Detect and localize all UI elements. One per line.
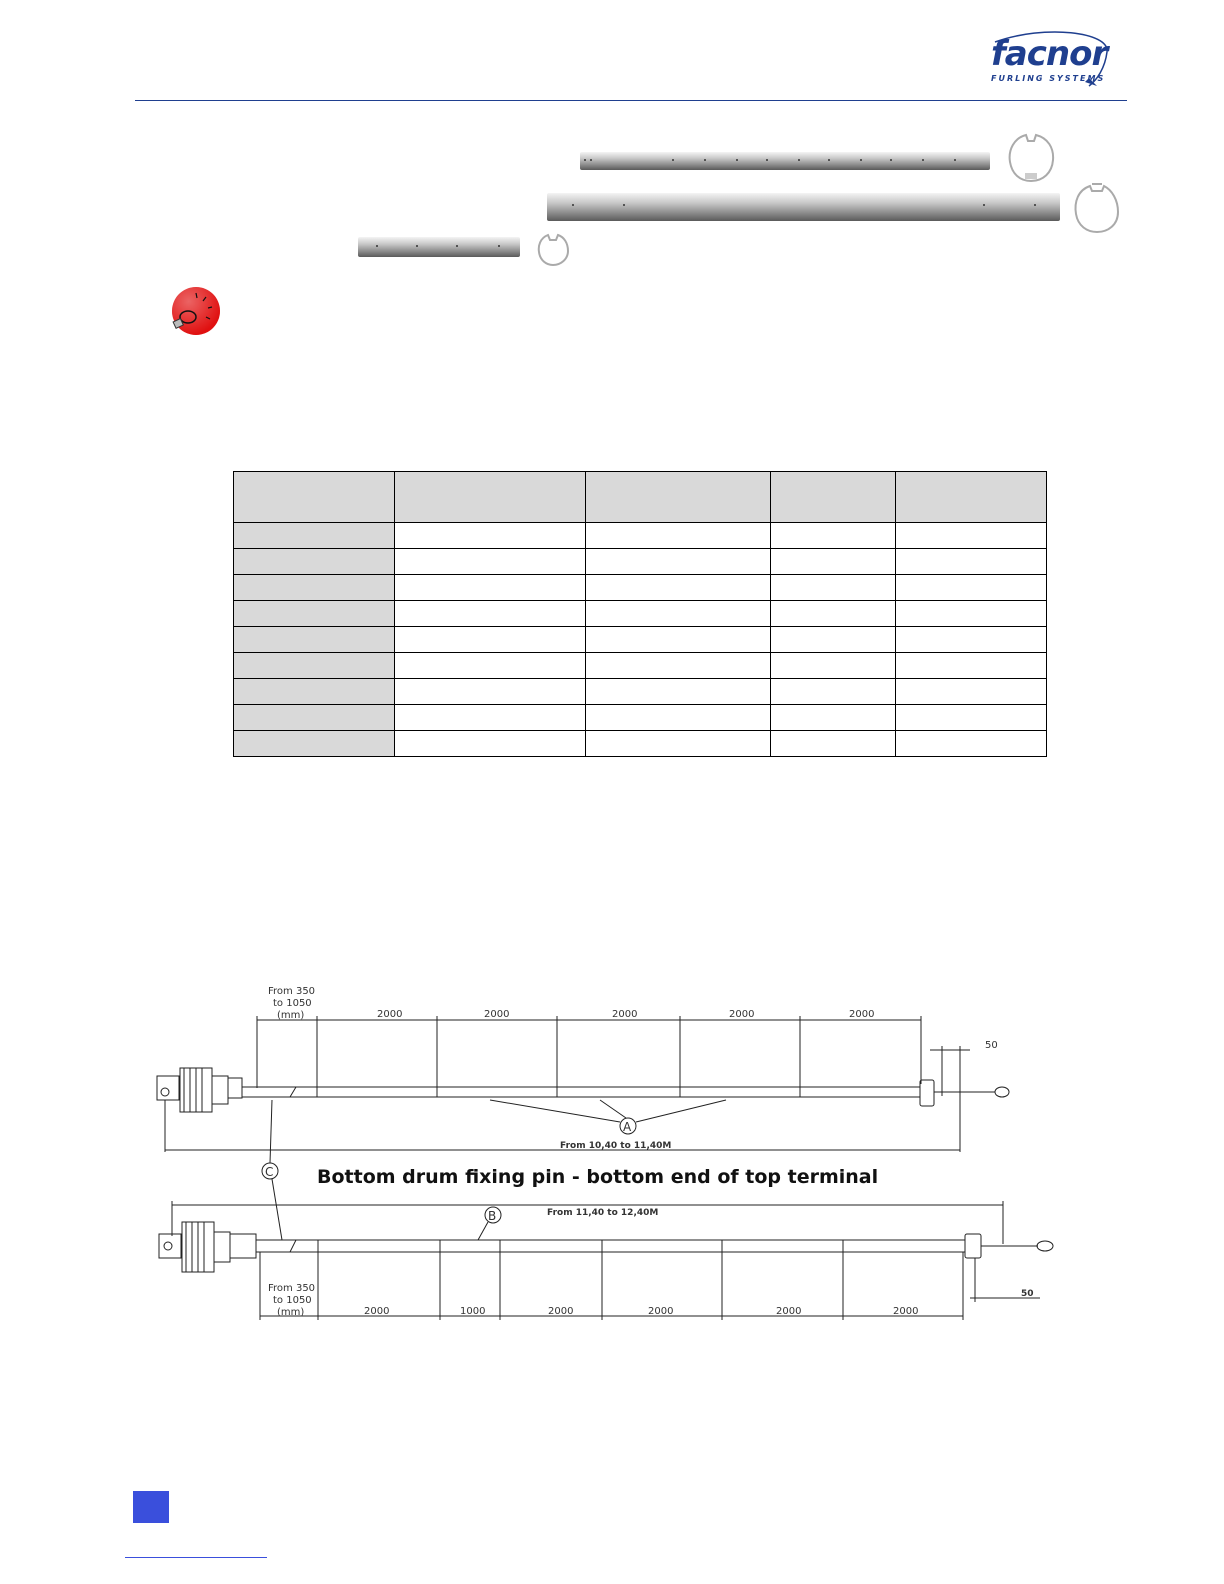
table-cell: [395, 627, 586, 653]
foil-profile-icon-2: [1072, 182, 1122, 234]
overall-length-label-bottom: From 11,40 to 12,40M: [547, 1208, 659, 1218]
table-cell: [586, 601, 771, 627]
drawing-caption: Bottom drum fixing pin - bottom end of top terminal: [317, 1166, 879, 1188]
table-cell: [586, 627, 771, 653]
segment-length-label: 2000: [776, 1306, 802, 1317]
table-cell: [896, 575, 1047, 601]
end-offset-label-bottom: 50: [1021, 1289, 1034, 1299]
row-header-cell: [234, 523, 395, 549]
drum-fitting-top: [157, 1076, 179, 1100]
foil-section-image-1: [580, 152, 990, 170]
table-cell: [896, 705, 1047, 731]
foil-profile-icon-1: [1006, 132, 1056, 184]
table-cell: [771, 627, 896, 653]
specification-table: [233, 471, 1047, 757]
table-cell: [896, 523, 1047, 549]
row-header-cell: [234, 653, 395, 679]
table-row: [234, 601, 1047, 627]
row-header-cell: [234, 601, 395, 627]
table-cell: [395, 653, 586, 679]
table-cell: [771, 549, 896, 575]
table-cell: [395, 679, 586, 705]
table-header-cell: [586, 472, 771, 523]
table-row: [234, 523, 1047, 549]
start-range-label-top-3: (mm): [277, 1010, 305, 1021]
table-header-cell: [234, 472, 395, 523]
segment-length-label: 2000: [849, 1009, 875, 1020]
end-offset-label-top: 50: [985, 1040, 998, 1051]
page-number-marker: [133, 1491, 169, 1523]
table-row: [234, 653, 1047, 679]
overall-length-label-top: From 10,40 to 11,40M: [560, 1141, 672, 1151]
table-row: [234, 575, 1047, 601]
table-cell: [896, 601, 1047, 627]
segment-length-label: 2000: [377, 1009, 403, 1020]
callout-c-label: C: [265, 1165, 274, 1179]
table-cell: [395, 705, 586, 731]
callout-b-label: B: [488, 1209, 497, 1223]
start-range-label-bottom-1: From 350: [268, 1283, 316, 1294]
row-header-cell: [234, 627, 395, 653]
table-cell: [896, 653, 1047, 679]
table-cell: [771, 523, 896, 549]
start-range-label-top-1: From 350: [268, 986, 316, 997]
table-row: [234, 549, 1047, 575]
callout-a-label: A: [623, 1120, 632, 1134]
header-divider: [135, 100, 1127, 101]
table-cell: [896, 731, 1047, 757]
table-cell: [771, 575, 896, 601]
start-range-label-bottom-2: to 1050: [273, 1295, 312, 1306]
table-cell: [771, 705, 896, 731]
table-header-cell: [896, 472, 1047, 523]
furler-assembly-drawing: [150, 980, 1060, 1320]
table-header-cell: [771, 472, 896, 523]
row-header-cell: [234, 705, 395, 731]
table-cell: [395, 523, 586, 549]
row-header-cell: [234, 731, 395, 757]
table-cell: [586, 731, 771, 757]
segment-length-label: 2000: [729, 1009, 755, 1020]
foil-section-image-2: [547, 193, 1060, 221]
table-cell: [771, 731, 896, 757]
row-header-cell: [234, 575, 395, 601]
table-row: [234, 627, 1047, 653]
table-cell: [586, 549, 771, 575]
segment-length-label: 2000: [548, 1306, 574, 1317]
segment-length-label: 2000: [364, 1306, 390, 1317]
lightbulb-icon: [166, 285, 224, 339]
table-cell: [395, 601, 586, 627]
footer-divider: [125, 1557, 267, 1558]
logo-wordmark: facnor: [991, 34, 1108, 74]
table-cell: [771, 653, 896, 679]
table-cell: [586, 653, 771, 679]
segment-length-label: 2000: [893, 1306, 919, 1317]
table-cell: [771, 601, 896, 627]
segment-length-label: 2000: [612, 1009, 638, 1020]
table-header-row: [234, 472, 1047, 523]
start-range-label-top-2: to 1050: [273, 998, 312, 1009]
foil-section-image-3: [358, 237, 520, 257]
foil-profile-icon-3: [536, 232, 572, 268]
table-cell: [586, 575, 771, 601]
table-cell: [896, 549, 1047, 575]
table-row: [234, 679, 1047, 705]
table-cell: [586, 679, 771, 705]
row-header-cell: [234, 549, 395, 575]
logo-tagline: FURLING SYSTEMS: [991, 74, 1106, 83]
facnor-logo: [985, 30, 1115, 90]
start-range-label-bottom-3: (mm): [277, 1307, 305, 1318]
table-row: [234, 731, 1047, 757]
table-cell: [586, 705, 771, 731]
segment-length-label: 2000: [484, 1009, 510, 1020]
table-cell: [586, 523, 771, 549]
segment-length-label: 2000: [648, 1306, 674, 1317]
table-cell: [395, 731, 586, 757]
table-cell: [771, 679, 896, 705]
table-cell: [395, 549, 586, 575]
table-header-cell: [395, 472, 586, 523]
table-cell: [395, 575, 586, 601]
table-row: [234, 705, 1047, 731]
row-header-cell: [234, 679, 395, 705]
table-cell: [896, 627, 1047, 653]
table-cell: [896, 679, 1047, 705]
segment-length-label: 1000: [460, 1306, 486, 1317]
